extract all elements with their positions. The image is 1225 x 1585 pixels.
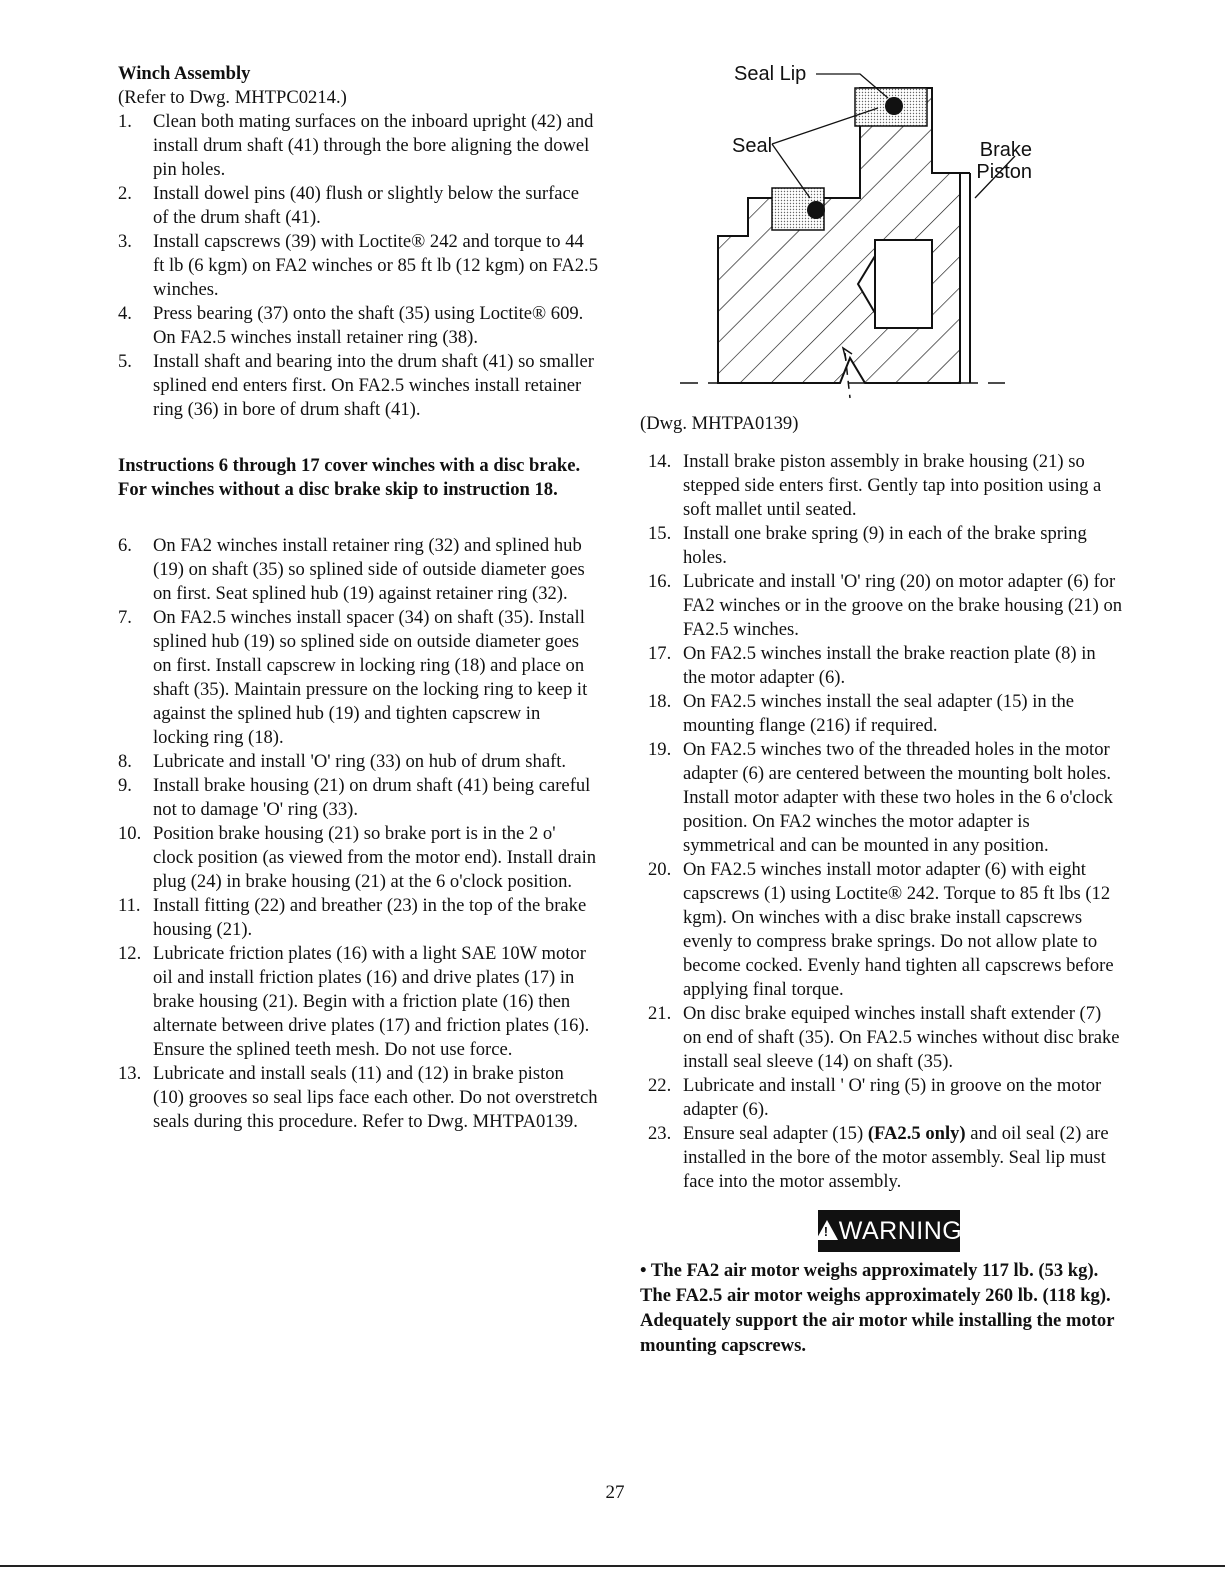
step-text: Install one brake spring (9) in each of the brake spring holes. xyxy=(683,523,1087,568)
step-text: Position brake housing (21) so brake port is in the 2 o' clock position (as viewed from the motor end). Install drain plug (24) in brake housing (21) at the 6 o'clock position. xyxy=(153,823,597,892)
drawing-reference: (Refer to Dwg. MHTPC0214.) xyxy=(118,87,347,108)
step-number: 17. xyxy=(648,643,672,664)
step-number: 9. xyxy=(118,775,132,796)
step-text: Press bearing (37) onto the shaft (35) using Loctite® 609. On FA2.5 winches install retainer ring (38). xyxy=(153,303,584,348)
warning-triangle-icon: ! xyxy=(816,1220,838,1240)
list-item xyxy=(118,1062,598,1134)
list-item xyxy=(648,858,1123,1002)
list-item xyxy=(118,894,598,942)
step-number: 19. xyxy=(648,739,672,760)
step-number: 23. xyxy=(648,1123,672,1144)
step-number: 3. xyxy=(118,231,132,252)
list-item xyxy=(118,230,598,302)
step-text: Lubricate and install 'O' ring (20) on motor adapter (6) for FA2 winches or in the groove on the brake housing (21) on FA2.5 winches. xyxy=(683,571,1123,640)
label-seal: Seal xyxy=(732,135,773,157)
step-text: On disc brake equiped winches install shaft extender (7) on end of shaft (35). On FA2.5 winches without disc brake install seal sleeve (14) on shaft (35). xyxy=(683,1003,1120,1072)
lower-seal-lip xyxy=(807,201,825,219)
drawing-caption: (Dwg. MHTPA0139) xyxy=(640,413,799,434)
steps-list-c xyxy=(648,450,1123,1122)
bottom-rule xyxy=(0,1565,1225,1567)
step-number: 2. xyxy=(118,183,132,204)
step-text: On FA2.5 winches install spacer (34) on shaft (35). Install splined hub (19) so splined side on outside diameter goes on first. Install capscrew in locking ring (18) and place on shaft (35). Maintain pressure on the locking ring to keep it against the splined hub (19) and tighten capscrew in locking ring (18). xyxy=(153,607,588,748)
step-number: 16. xyxy=(648,571,672,592)
warning-badge xyxy=(818,1210,963,1252)
step-number: 22. xyxy=(648,1075,672,1096)
steps-list-d xyxy=(648,1122,1123,1194)
step-text-bold: (FA2.5 only) xyxy=(867,1123,966,1144)
step-number: 7. xyxy=(118,607,132,628)
step-text: Install fitting (22) and breather (23) in the top of the brake housing (21). xyxy=(153,895,587,940)
step-number: 5. xyxy=(118,351,132,372)
list-item xyxy=(648,1122,1123,1194)
step-text: Install dowel pins (40) flush or slightly below the surface of the drum shaft (41). xyxy=(153,183,580,228)
step-text: Install brake housing (21) on drum shaft (41) being careful not to damage 'O' ring (33). xyxy=(153,775,591,820)
label-piston: Piston xyxy=(976,161,1032,183)
step-number: 13. xyxy=(118,1063,142,1084)
list-item xyxy=(118,110,598,182)
list-item xyxy=(118,942,598,1062)
section-title: Winch Assembly xyxy=(118,63,251,84)
warning-label: WARNING xyxy=(838,1216,963,1245)
list-item xyxy=(648,570,1123,642)
list-item xyxy=(648,522,1123,570)
step-text-pre: Ensure seal adapter (15) xyxy=(683,1123,868,1144)
list-item xyxy=(118,302,598,350)
step-text: On FA2.5 winches install the seal adapter (15) in the mounting flange (216) if required. xyxy=(683,691,1075,736)
list-item xyxy=(118,534,598,606)
list-item xyxy=(648,1002,1123,1074)
list-item xyxy=(118,350,598,422)
step-text-post: and oil seal (2) are installed in the bore of the motor assembly. Seal lip must face into the motor assembly. xyxy=(683,1123,1109,1192)
list-item xyxy=(648,690,1123,738)
step-text: Install brake piston assembly in brake housing (21) so stepped side enters first. Gently tap into position using a soft mallet until seated. xyxy=(683,451,1102,520)
step-number: 20. xyxy=(648,859,672,880)
step-text: On FA2.5 winches two of the threaded holes in the motor adapter (6) are centered between the mounting bolt holes. Install motor adapter with these two holes in the 6 o'clock position. On FA2 winches the motor adapter is symmetrical and can be mounted in any position. xyxy=(683,739,1113,856)
warning-text: • The FA2 air motor weighs approximately 117 lb. (53 kg). The FA2.5 air motor weighs approximately 260 lb. (118 kg). Adequately support the air motor while installing the motor mounting capscrews. xyxy=(640,1260,1115,1356)
list-item xyxy=(118,822,598,894)
step-text: Lubricate friction plates (16) with a light SAE 10W motor oil and install friction plates (16) and drive plates (17) in brake housing (21). Begin with a friction plate (16) then alternate between drive plates (17) and friction plates (16). Ensure the splined teeth mesh. Do not use force. xyxy=(153,943,590,1060)
list-item xyxy=(648,738,1123,858)
label-brake: Brake xyxy=(979,139,1032,161)
list-item xyxy=(648,450,1123,522)
steps-list-a xyxy=(118,110,598,422)
step-text: Install shaft and bearing into the drum shaft (41) so smaller splined end enters first. On FA2.5 winches install retainer ring (36) in bore of drum shaft (41). xyxy=(153,351,594,420)
list-item xyxy=(118,774,598,822)
step-number: 14. xyxy=(648,451,672,472)
label-seal-lip: Seal Lip xyxy=(734,63,807,85)
inner-cavity xyxy=(875,240,932,328)
brake-piston-seal-diagram xyxy=(660,58,1032,413)
upper-seal-lip xyxy=(885,97,903,115)
left-column xyxy=(118,62,598,1134)
step-text: Clean both mating surfaces on the inboard upright (42) and install drum shaft (41) through the bore aligning the dowel pin holes. xyxy=(153,111,594,180)
list-item xyxy=(118,750,598,774)
right-column xyxy=(648,450,1123,1194)
step-number: 11. xyxy=(118,895,141,916)
page-number: 27 xyxy=(605,1482,625,1503)
step-text: On FA2.5 winches install motor adapter (6) with eight capscrews (1) using Loctite® 242. Torque to 85 ft lbs (12 kgm). On winches with a disc brake install capscrews evenly to compress brake springs. Do not allow plate to become cocked. Evenly hand tighten all capscrews before applying final torque. xyxy=(683,859,1114,1000)
steps-list-b xyxy=(118,534,598,1134)
step-number: 18. xyxy=(648,691,672,712)
list-item xyxy=(118,606,598,750)
step-number: 8. xyxy=(118,751,132,772)
step-text: Lubricate and install seals (11) and (12) in brake piston (10) grooves so seal lips face each other. Do not overstretch seals during this procedure. Refer to Dwg. MHTPA0139. xyxy=(153,1063,598,1132)
step-number: 1. xyxy=(118,111,132,132)
step-number: 6. xyxy=(118,535,132,556)
step-text: On FA2.5 winches install the brake reaction plate (8) in the motor adapter (6). xyxy=(683,643,1096,688)
disc-brake-note: Instructions 6 through 17 cover winches with a disc brake. For winches without a disc brake skip to instruction 18. xyxy=(118,455,581,500)
step-text: Lubricate and install ' O' ring (5) in groove on the motor adapter (6). xyxy=(683,1075,1102,1120)
list-item xyxy=(648,1074,1123,1122)
step-number: 21. xyxy=(648,1003,672,1024)
list-item xyxy=(118,182,598,230)
step-text: Install capscrews (39) with Loctite® 242 and torque to 44 ft lb (6 kgm) on FA2 winches or 85 ft lb (12 kgm) on FA2.5 winches. xyxy=(153,231,599,300)
step-number: 10. xyxy=(118,823,142,844)
list-item xyxy=(648,642,1123,690)
step-text: On FA2 winches install retainer ring (32) and splined hub (19) on shaft (35) so splined side of outside diameter goes on first. Seat splined hub (19) against retainer ring (32). xyxy=(153,535,585,604)
step-number: 12. xyxy=(118,943,142,964)
step-number: 15. xyxy=(648,523,672,544)
housing-section xyxy=(718,88,960,383)
step-number: 4. xyxy=(118,303,132,324)
step-text: Lubricate and install 'O' ring (33) on hub of drum shaft. xyxy=(153,751,567,772)
